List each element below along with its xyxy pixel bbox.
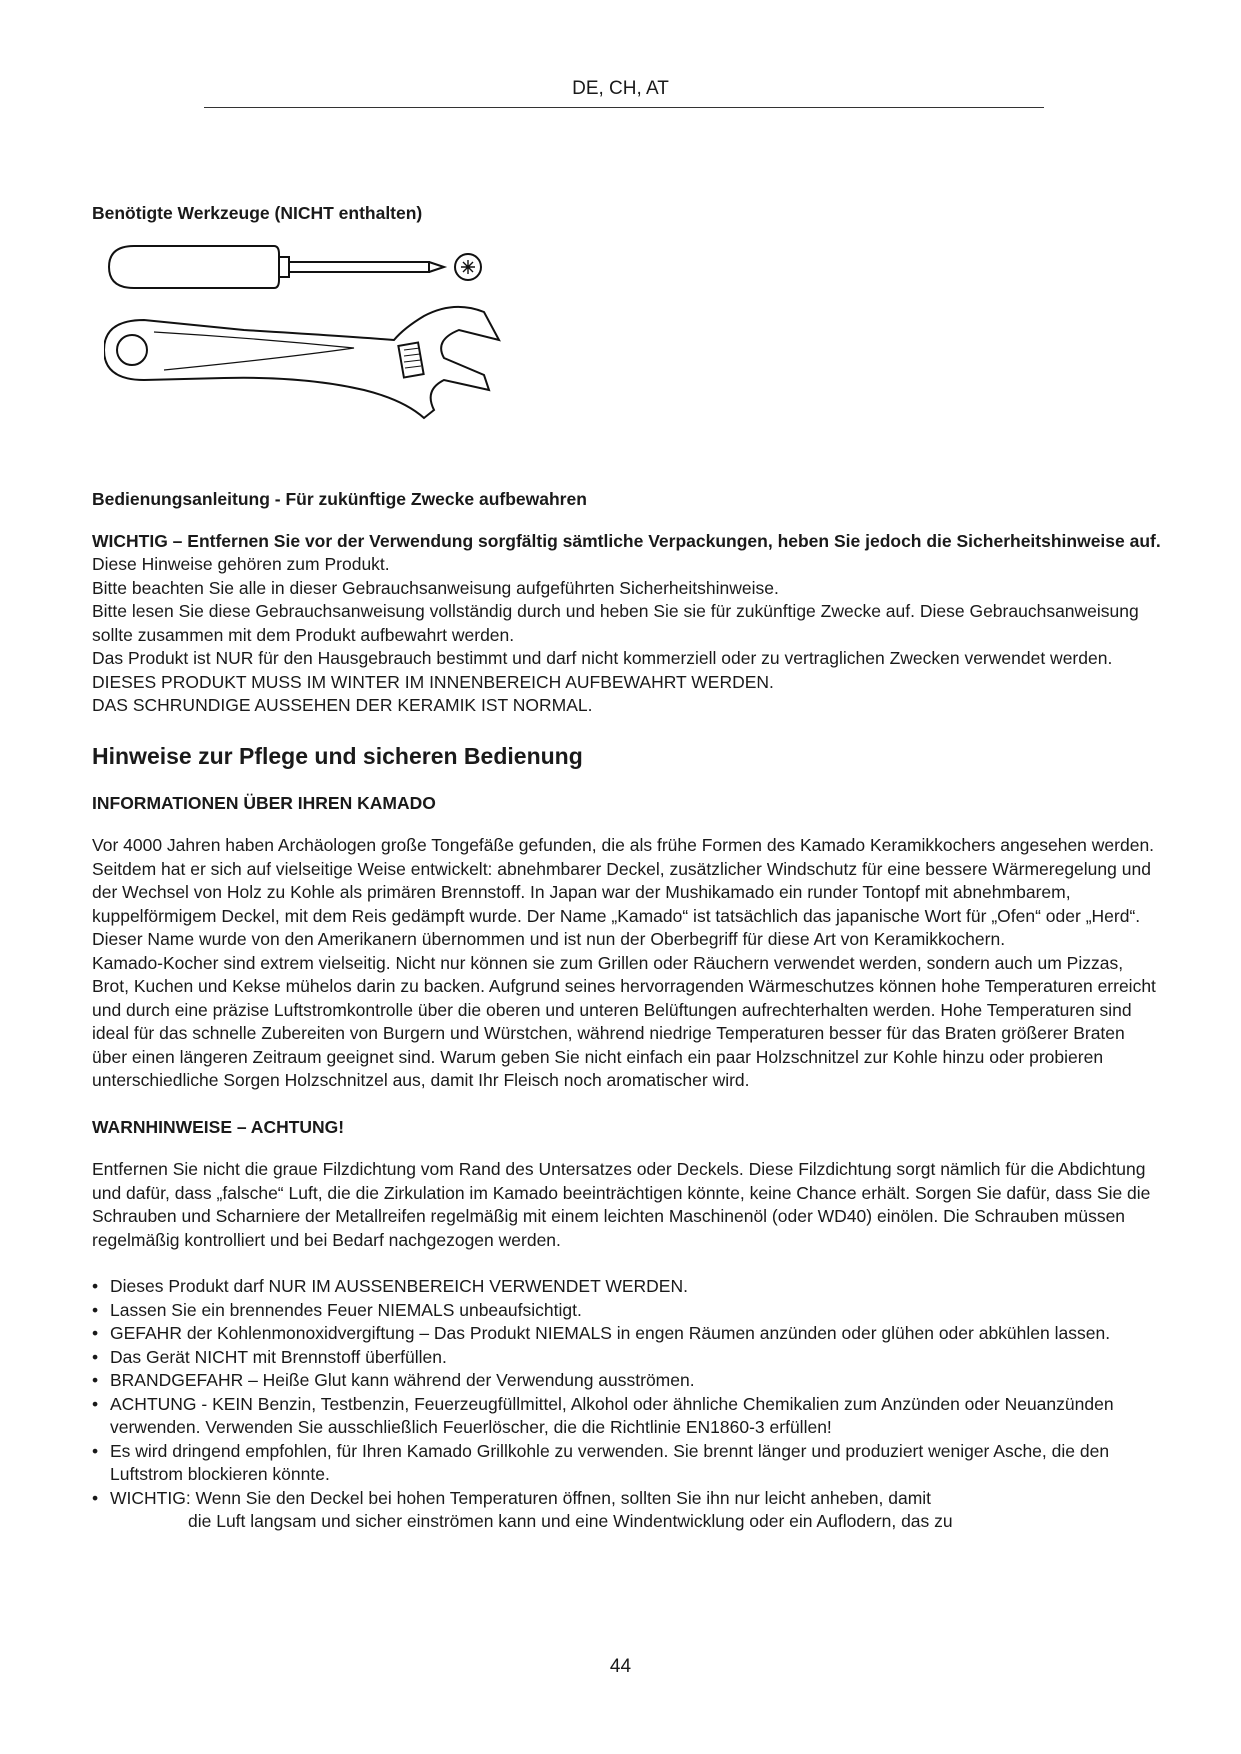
info-heading: INFORMATIONEN ÜBER IHREN KAMADO <box>92 792 436 813</box>
important-line: Bitte beachten Sie alle in dieser Gebrauchsanweisung aufgeführten Sicherheitshinweise. <box>92 577 779 598</box>
page-number: 44 <box>609 1656 632 1677</box>
list-item: • Das Gerät NICHT mit Brennstoff überfüllen. <box>92 1346 447 1367</box>
list-item: • ACHTUNG - KEIN Benzin, Testbenzin, Feuerzeugfüllmittel, Alkohol oder ähnliche Chemikalien zum Anzünden oder Neuanzünden verwenden. Verwenden Sie ausschließlich Feuerlöscher, die die Richtlinie EN1860-3 erfüllen! <box>92 1393 1114 1437</box>
screwdriver-icon <box>109 246 481 288</box>
important-line: Diese Hinweise gehören zum Produkt. <box>92 554 390 574</box>
region-codes: DE, CH, AT <box>572 78 669 99</box>
important-line: DAS SCHRUNDIGE AUSSEHEN DER KERAMIK IST NORMAL. <box>92 695 593 715</box>
list-item: • Dieses Produkt darf NUR IM AUSSENBEREICH VERWENDET WERDEN. <box>92 1276 688 1296</box>
list-item: • BRANDGEFAHR – Heiße Glut kann während der Verwendung ausströmen. <box>92 1370 695 1390</box>
tools-section <box>92 202 1162 226</box>
header-divider <box>204 107 1044 108</box>
important-line: Bitte lesen Sie diese Gebrauchsanweisung vollständig durch und heben Sie sie für zukünftige Zwecke auf. Diese Gebrauchsanweisung sollte zusammen mit dem Produkt aufbewahrt werden. <box>92 601 1139 645</box>
info-paragraph: Kamado-Kocher sind extrem vielseitig. Nicht nur können sie zum Grillen oder Räuchern verwendet werden, sondern auch um Pizzas, Brot, Kuchen und Kekse mühelos darin zu backen. Aufgrund seines hervorragenden Wärmeschutzes können hohe Temperaturen erreicht und durch eine präzise Luftstromkontrolle über die oberen und unteren Belüftungen aufrechterhalten werden. Hohe Temperaturen sind ideal für das schnelle Zubereiten von Burgern und Würstchen, während niedrige Temperaturen besser für das Braten größerer Braten über einen längeren Zeitraum geeignet sind. Warum geben Sie nicht einfach ein paar Holzschnitzel zur Kohle hinzu oder probieren unterschiedliche Sorgen Holzschnitzel aus, damit Ihr Fleisch noch aromatischer wird. <box>92 952 1156 1090</box>
warning-paragraph: Entfernen Sie nicht die graue Filzdichtung vom Rand des Untersatzes oder Deckels. Diese Filzdichtung sorgt nämlich für die Abdichtung und dafür, dass „falsche“ Luft, die die Zirkulation im Kamado beeinträchtigen könnte, keine Chance erhält. Sorgen Sie dafür, dass Sie die Schrauben und Scharniere der Metallreifen regelmäßig mit einem leichten Maschinenöl (oder WD40) einölen. Die Schrauben müssen regelmäßig kontrolliert und bei Bedarf nachgezogen werden. <box>92 1159 1151 1250</box>
safety-bullet-list <box>92 1275 1162 1510</box>
tools-heading: Benötigte Werkzeuge (NICHT enthalten) <box>92 203 423 223</box>
warning-text <box>92 1158 1162 1252</box>
info-paragraph: Vor 4000 Jahren haben Archäologen große Tongefäße gefunden, die als frühe Formen des Kamado Keramikkochers angesehen werden. Seitdem hat er sich auf vielseitige Weise entwickelt: abnehmbarer Deckel, zusätzlicher Windschutz für eine bessere Wärmeregelung und der Wechsel von Holz zu Kohle als primären Brennstoff. In Japan war der Mushikamado ein runder Tontopf mit abnehmbarem, kuppelförmigem Deckel, mit dem Reis gedämpft wurde. Der Name „Kamado“ ist tatsächlich das japanische Wort für „Ofen“ oder „Herd“. Dieser Name wurde von den Amerikanern übernommen und ist nun der Oberbegriff für diese Art von Keramikkochern. <box>92 835 1155 949</box>
list-item: • WICHTIG: Wenn Sie den Deckel bei hohen Temperaturen öffnen, sollten Sie ihn nur leicht anheben, damit <box>92 1487 932 1508</box>
important-bold-text: WICHTIG – Entfernen Sie vor der Verwendung sorgfältig sämtliche Verpackungen, heben Sie jedoch die Sicherheitshinweise auf. <box>92 530 1161 551</box>
tools-illustration <box>104 240 574 460</box>
wrench-icon <box>104 307 499 418</box>
important-line: Das Produkt ist NUR für den Hausgebrauch bestimmt und darf nicht kommerziell oder zu vertraglichen Zwecken verwendet werden. DIESES PRODUKT MUSS IM WINTER IM INNENBEREICH AUFBEWAHRT WERDEN. <box>92 648 1113 692</box>
warning-heading: WARNHINWEISE – ACHTUNG! <box>92 1116 345 1137</box>
manual-heading: Bedienungsanleitung - Für zukünftige Zwecke aufbewahren <box>92 489 587 509</box>
bullet-continuation: die Luft langsam und sicher einströmen kann und eine Windentwicklung oder ein Auflodern, das zu <box>188 1511 953 1531</box>
info-text <box>92 834 1162 1093</box>
important-notice <box>92 530 1162 718</box>
list-item: • GEFAHR der Kohlenmonoxidvergiftung – Das Produkt NIEMALS in engen Räumen anzünden oder glühen oder abkühlen lassen. <box>92 1323 1111 1343</box>
list-item: • Es wird dringend empfohlen, für Ihren Kamado Grillkohle zu verwenden. Sie brennt länger und produziert weniger Asche, die den Luftstrom blockieren könnte. <box>92 1440 1110 1484</box>
list-item: • Lassen Sie ein brennendes Feuer NIEMALS unbeaufsichtigt. <box>92 1299 582 1320</box>
care-section-title: Hinweise zur Pflege und sicheren Bedienung <box>92 742 583 769</box>
main-content <box>92 488 1162 1534</box>
